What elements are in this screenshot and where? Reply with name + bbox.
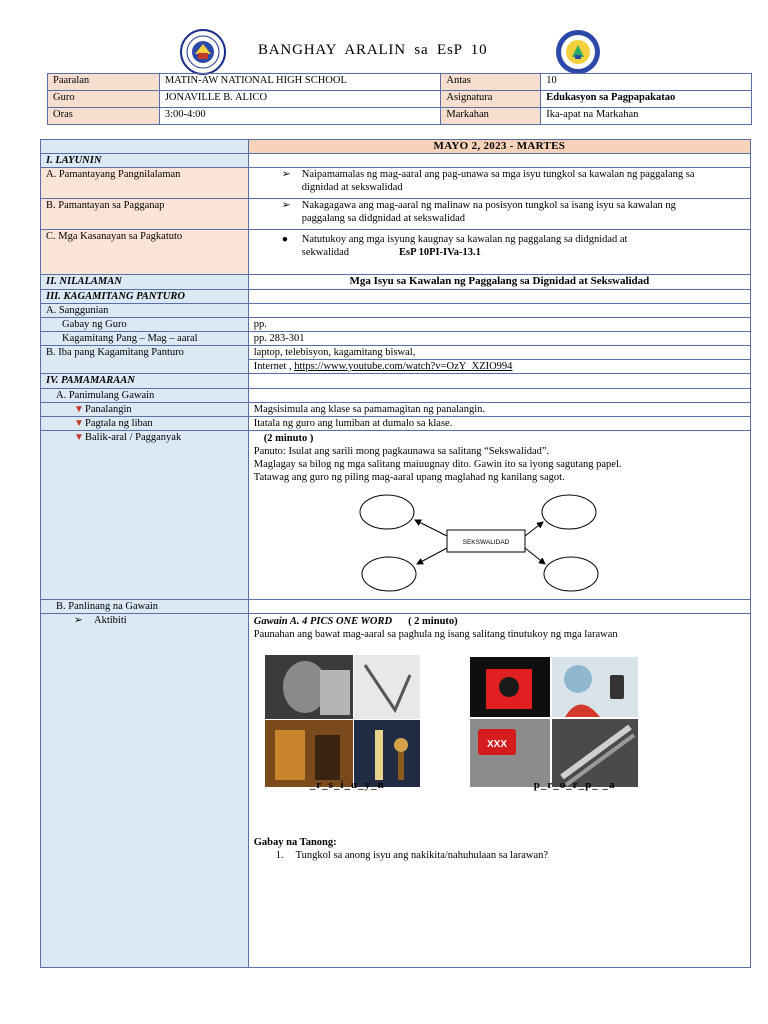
info-label: Oras — [48, 108, 160, 125]
concept-map — [359, 492, 659, 598]
iba-pang-kagamitan-label: B. Iba pang Kagamitang Panturo — [41, 346, 249, 374]
info-value: MATIN-AW NATIONAL HIGH SCHOOL — [159, 74, 441, 91]
gawain-title: Gawain A. 4 PICS ONE WORD — [253, 616, 393, 627]
svg-text:XXX: XXX — [486, 739, 507, 750]
page-header — [0, 26, 768, 76]
info-value: JONAVILLE B. ALICO — [159, 91, 441, 108]
gabay-guro-text: Gabay ng Guro — [62, 319, 127, 330]
info-row — [48, 91, 752, 108]
kasanayan-label: C. Mga Kasanayan sa Pagkatuto — [41, 230, 249, 275]
gawain-instruction: Paunahan ang bawat mag-aaral sa paghula ng isang salitang tinutukoy ng mga larawan — [253, 629, 618, 640]
nilalaman-text: Mga Isyu sa Kawalan ng Paggalang sa Dignidad at Sekswalidad — [248, 275, 750, 290]
arrow — [525, 548, 545, 564]
info-row — [48, 74, 752, 91]
blank-cell — [248, 374, 750, 389]
center-box-label: SEKSWALIDAD — [462, 539, 510, 546]
arrow-bullet-icon: ➢ — [74, 615, 83, 626]
arrow — [415, 520, 447, 536]
info-label: Guro — [48, 91, 160, 108]
balik-aral-content — [248, 431, 750, 600]
pagtala-value: Itatala ng guro ang lumiban at dumalo sa klase. — [248, 417, 750, 431]
pictures-area — [254, 641, 745, 796]
blank-cell — [41, 140, 249, 154]
sekswalidad-diagram — [254, 484, 745, 594]
gawain-time: ( 2 minuto) — [408, 616, 458, 627]
competency-code: EsP 10PI-IVa-13.1 — [399, 247, 481, 258]
red-down-arrow-icon: ▼ — [74, 432, 84, 443]
answer-circle — [544, 557, 598, 591]
kasanayan-text — [248, 230, 750, 275]
school-seal-icon — [555, 29, 601, 75]
answer-circle — [360, 495, 414, 529]
gabay-tanong-heading: Gabay na Tanong: — [253, 837, 337, 848]
kagamitang-mag-aaral-label — [41, 332, 249, 346]
panalangin-value: Magsisimula ang klase sa pamamagitan ng panalangin. — [248, 403, 750, 417]
puzzle-one-image — [265, 655, 420, 787]
puzzle-two-word: p_r_o_r_p_ _a — [533, 779, 616, 791]
arrow-bullet-icon: ➢ — [281, 200, 291, 211]
youtube-link[interactable]: https://www.youtube.com/watch?v=OzY_XZIO994 — [294, 361, 513, 372]
arrow-bullet-icon: ➢ — [281, 169, 291, 180]
internet-text: Internet , — [253, 361, 295, 372]
arrow — [417, 548, 447, 564]
pagtala-text: Pagtala ng liban — [85, 418, 153, 429]
aktibiti-label — [41, 614, 249, 968]
panimulang-text: A. Panimulang Gawain — [56, 390, 155, 401]
red-down-arrow-icon: ▼ — [74, 404, 84, 415]
info-table — [47, 73, 752, 125]
info-value: Edukasyon sa Pagpapakatao — [541, 91, 752, 108]
info-value: 3:00-4:00 — [159, 108, 441, 125]
section-nilalaman: II. NILALAMAN — [41, 275, 249, 290]
balik-instruction: Tatawag ang guro ng piling mag-aaral upang maglahad ng kanilang sagot. — [253, 472, 565, 483]
question-text: Tungkol sa anong isyu ang nakikita/nahuhulaan sa larawan? — [295, 850, 549, 861]
blank-cell — [248, 389, 750, 403]
deped-seal-icon — [180, 29, 226, 75]
pagtala-label — [41, 417, 249, 431]
blank-cell — [248, 600, 750, 614]
info-label: Asignatura — [441, 91, 541, 108]
objective-text: Natutukoy ang mga isyung kaugnay sa kawalan ng paggalang sa didgnidad at sekwalidad — [301, 234, 628, 258]
kagamitang-mag-aaral-value: pp. 283-301 — [248, 332, 750, 346]
info-value: Ika-apat na Markahan — [541, 108, 752, 125]
pamantayang-pangnilalaman-label: A. Pamantayang Pangnilalaman — [41, 168, 249, 199]
materials-text: laptop, telebisyon, kagamitang biswal, — [249, 346, 750, 360]
blank-cell — [248, 290, 750, 304]
panlinang-text: B. Panlinang na Gawain — [56, 601, 159, 612]
puzzle-two-image — [470, 657, 638, 787]
section-pamamaraan: IV. PAMAMARAAN — [41, 374, 249, 389]
blank-cell — [248, 154, 750, 168]
aktibiti-text: Aktibiti — [94, 615, 127, 626]
panlinang-label — [41, 600, 249, 614]
page-title: BANGHAY ARALIN sa EsP 10 — [258, 42, 488, 58]
balik-aral-label — [41, 431, 249, 600]
lesson-plan-table — [40, 139, 751, 968]
kagamitang-text: Kagamitang Pang – Mag – aaral — [62, 333, 198, 344]
dot-bullet-icon: ● — [281, 234, 289, 245]
pamantayang-pangnilalaman-text — [248, 168, 750, 199]
objective-text: Nakagagawa ang mag-aaral ng malinaw na posisyon tungkol sa isang isyu sa kawalan ng paggalang sa didgnidad at sekswalidad — [301, 200, 676, 224]
answer-circle — [542, 495, 596, 529]
gabay-guro-value: pp. — [248, 318, 750, 332]
balik-instruction: Maglagay sa bilog ng mga salitang maiuugnay dito. Gawin ito sa iyong sagutang papel. — [253, 459, 622, 470]
balik-text: Balik-aral / Pagganyak — [85, 432, 182, 443]
info-label: Antas — [441, 74, 541, 91]
aktibiti-content — [248, 614, 750, 968]
section-layunin: I. LAYUNIN — [41, 154, 249, 168]
pamantayan-pagganap-label: B. Pamantayan sa Pagganap — [41, 199, 249, 230]
info-row — [48, 108, 752, 125]
sanggunian-label: A. Sanggunian — [41, 304, 249, 318]
info-label: Markahan — [441, 108, 541, 125]
pamantayan-pagganap-text — [248, 199, 750, 230]
iba-pang-kagamitan-value — [248, 346, 750, 374]
puzzle-one-word: _r_s_i_u_y_n — [309, 779, 385, 791]
arrow — [525, 522, 543, 536]
info-value: 10 — [541, 74, 752, 91]
lesson-date: MAYO 2, 2023 - MARTES — [248, 140, 750, 154]
gabay-guro-label — [41, 318, 249, 332]
balik-instruction: Panuto: Isulat ang sarili mong pagkaunawa sa salitang “Sekswalidad”. — [253, 446, 550, 457]
panimulang-gawain-label — [41, 389, 249, 403]
section-kagamitan: III. KAGAMITANG PANTURO — [41, 290, 249, 304]
blank-cell — [248, 304, 750, 318]
question-number: 1. — [275, 850, 284, 861]
objective-text: Naipamamalas ng mag-aaral ang pag-unawa sa mga isyu tungkol sa kawalan ng paggalang sa dignidad at sekswalidad — [301, 169, 695, 193]
answer-circle — [362, 557, 416, 591]
info-label: Paaralan — [48, 74, 160, 91]
balik-time: (2 minuto ) — [263, 433, 314, 444]
red-down-arrow-icon: ▼ — [74, 418, 84, 429]
panalangin-label — [41, 403, 249, 417]
panalangin-text: Panalangin — [85, 404, 132, 415]
